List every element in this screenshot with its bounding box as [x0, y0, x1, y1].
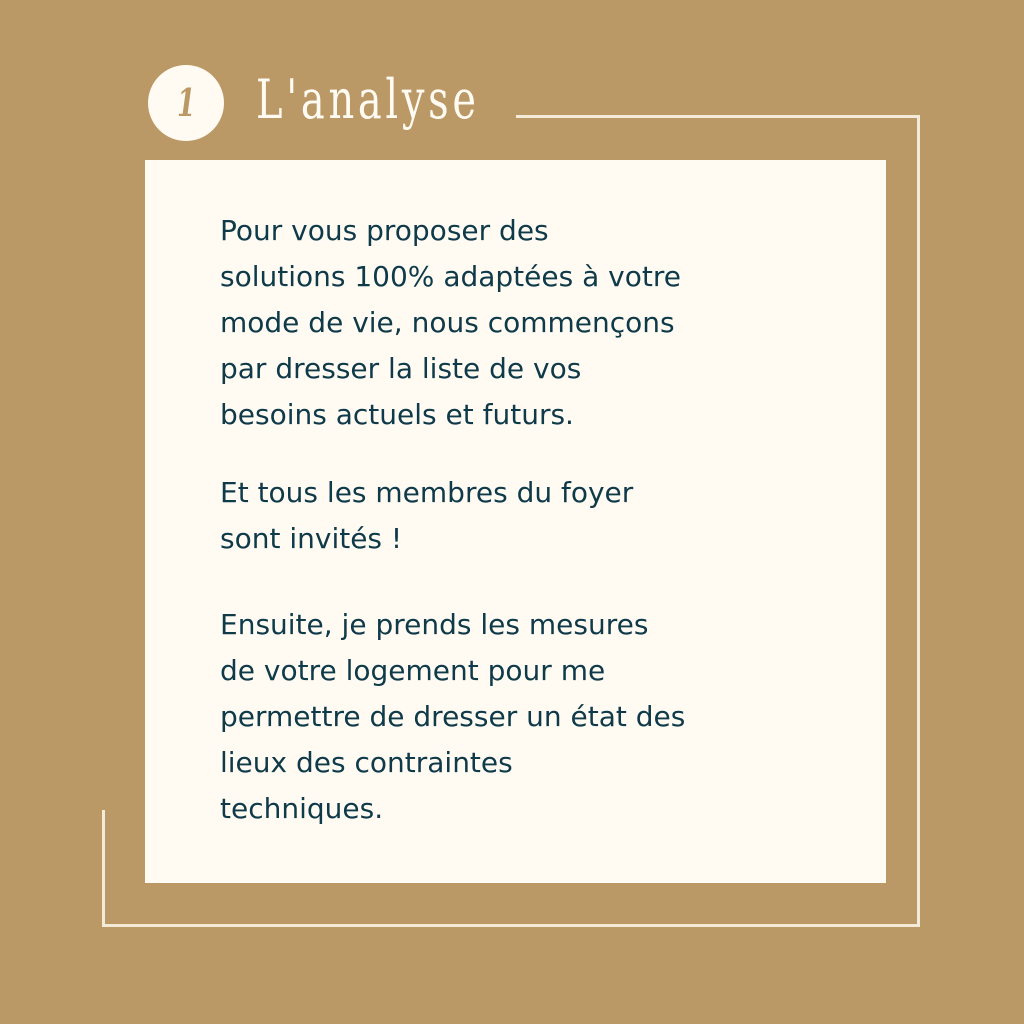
- text-line: Ensuite, je prends les mesures: [220, 608, 649, 641]
- frame-line-left: [102, 810, 105, 927]
- paragraph-household: [220, 470, 633, 562]
- text-line: permettre de dresser un état des: [220, 700, 686, 733]
- text-line: Pour vous proposer des: [220, 214, 549, 247]
- content-card: [145, 160, 886, 883]
- frame-line-bottom: [102, 924, 920, 927]
- text-line: besoins actuels et futurs.: [220, 398, 574, 431]
- paragraph-measures: [220, 602, 685, 832]
- step-number: 1: [176, 80, 196, 125]
- text-line: techniques.: [220, 792, 384, 825]
- frame-line-right: [917, 115, 920, 927]
- text-line: Et tous les membres du foyer: [220, 476, 634, 509]
- text-line: lieux des contraintes: [220, 746, 513, 779]
- text-line: par dresser la liste de vos: [220, 352, 582, 385]
- text-line: mode de vie, nous commençons: [220, 306, 675, 339]
- text-line: solutions 100% adaptées à votre: [220, 260, 681, 293]
- text-line: de votre logement pour me: [220, 654, 606, 687]
- text-line: sont invités !: [220, 522, 403, 555]
- paragraph-needs: [220, 208, 681, 438]
- frame-line-top: [516, 115, 920, 118]
- step-badge: [148, 65, 224, 141]
- page-title: L'analyse: [256, 68, 480, 131]
